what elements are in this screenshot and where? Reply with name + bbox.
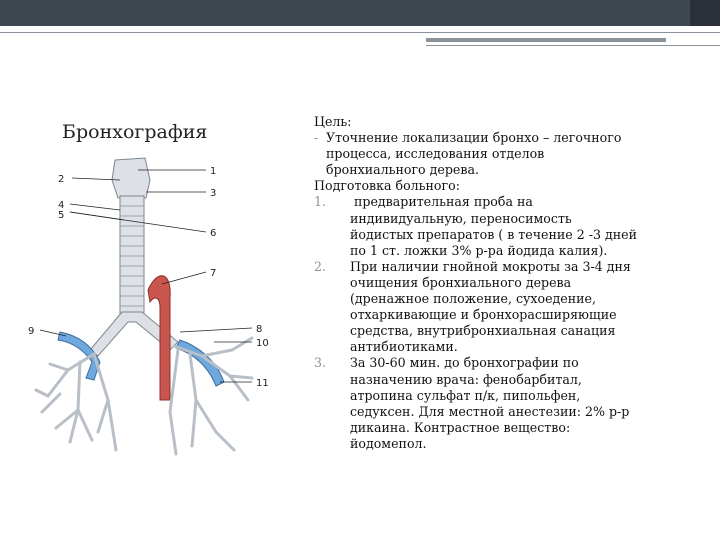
slide-content (314, 114, 686, 452)
item-line: атропина сульфат п/к, пипольфен, (350, 387, 581, 403)
item-line: йодистых препаратов ( в течение 2 -3 дней (350, 226, 638, 242)
left-bronchial-branches (36, 354, 116, 450)
item-line: За 30-60 мин. до бронхографии по (350, 355, 579, 371)
item-number: 2. (314, 258, 327, 274)
label-8: 8 (256, 324, 263, 335)
item-line: йодомепол. (350, 435, 427, 451)
label-10: 10 (256, 338, 269, 349)
item-number: 1. (314, 194, 327, 210)
leader-lines (40, 170, 252, 382)
item-line: (дренажное положение, сухоедение, (350, 291, 596, 307)
item-line: предварительная проба на (350, 194, 533, 210)
item-number: 3. (314, 355, 327, 371)
header-rule (0, 32, 720, 33)
item-line: антибиотиками. (350, 339, 458, 355)
diagram-labels (28, 166, 269, 389)
prep-item-3 (314, 355, 686, 452)
item-line: назначению врача: фенобарбитал, (350, 371, 582, 387)
item-line: дикаина. Контрастное вещество: (350, 419, 571, 435)
item-line: по 1 ст. ложки 3% р-ра йодида калия). (350, 242, 608, 258)
header-rule-thick (426, 38, 666, 42)
label-1: 1 (210, 166, 217, 177)
item-line: индивидуальную, переносимость (350, 210, 572, 226)
item-text (350, 194, 686, 258)
item-line: очищения бронхиального дерева (350, 274, 572, 290)
item-line: средства, внутрибронхиальная санация (350, 323, 616, 339)
trachea (120, 196, 144, 314)
label-11: 11 (256, 378, 269, 389)
label-2: 2 (58, 174, 65, 185)
label-3: 3 (210, 188, 217, 199)
item-line: отхаркивающие и бронхорасширяющие (350, 307, 617, 323)
larynx (112, 158, 150, 198)
header-band (0, 0, 720, 26)
label-4: 4 (58, 200, 65, 211)
slide-title: Бронхография (62, 121, 208, 143)
label-5: 5 (58, 210, 65, 221)
item-line: седуксен. Для местной анестезии: 2% р-р (350, 403, 630, 419)
item-text (350, 259, 686, 356)
right-bronchial-branches (170, 338, 252, 454)
bronchial-tree-diagram (20, 150, 290, 480)
goal-item (314, 130, 686, 146)
label-7: 7 (210, 268, 217, 279)
goal-bullet: - (314, 130, 319, 146)
header-accent (690, 0, 720, 26)
label-9: 9 (28, 326, 35, 337)
item-line: При наличии гнойной мокроты за 3-4 дня (350, 258, 631, 274)
goal-line-2: процесса, исследования отделов (326, 146, 545, 162)
prep-heading: Подготовка больного: (314, 178, 460, 194)
prep-item-1 (314, 194, 686, 258)
goal-line-3: бронхиального дерева. (326, 162, 479, 178)
label-6: 6 (210, 228, 217, 239)
header-rule-short (426, 45, 720, 46)
item-text (350, 355, 686, 452)
goal-heading: Цель: (314, 114, 352, 129)
right-pulmonary-vessel (176, 340, 224, 386)
goal-line-1: Уточнение локализации бронхо – легочного (326, 130, 622, 146)
prep-item-2 (314, 259, 686, 356)
